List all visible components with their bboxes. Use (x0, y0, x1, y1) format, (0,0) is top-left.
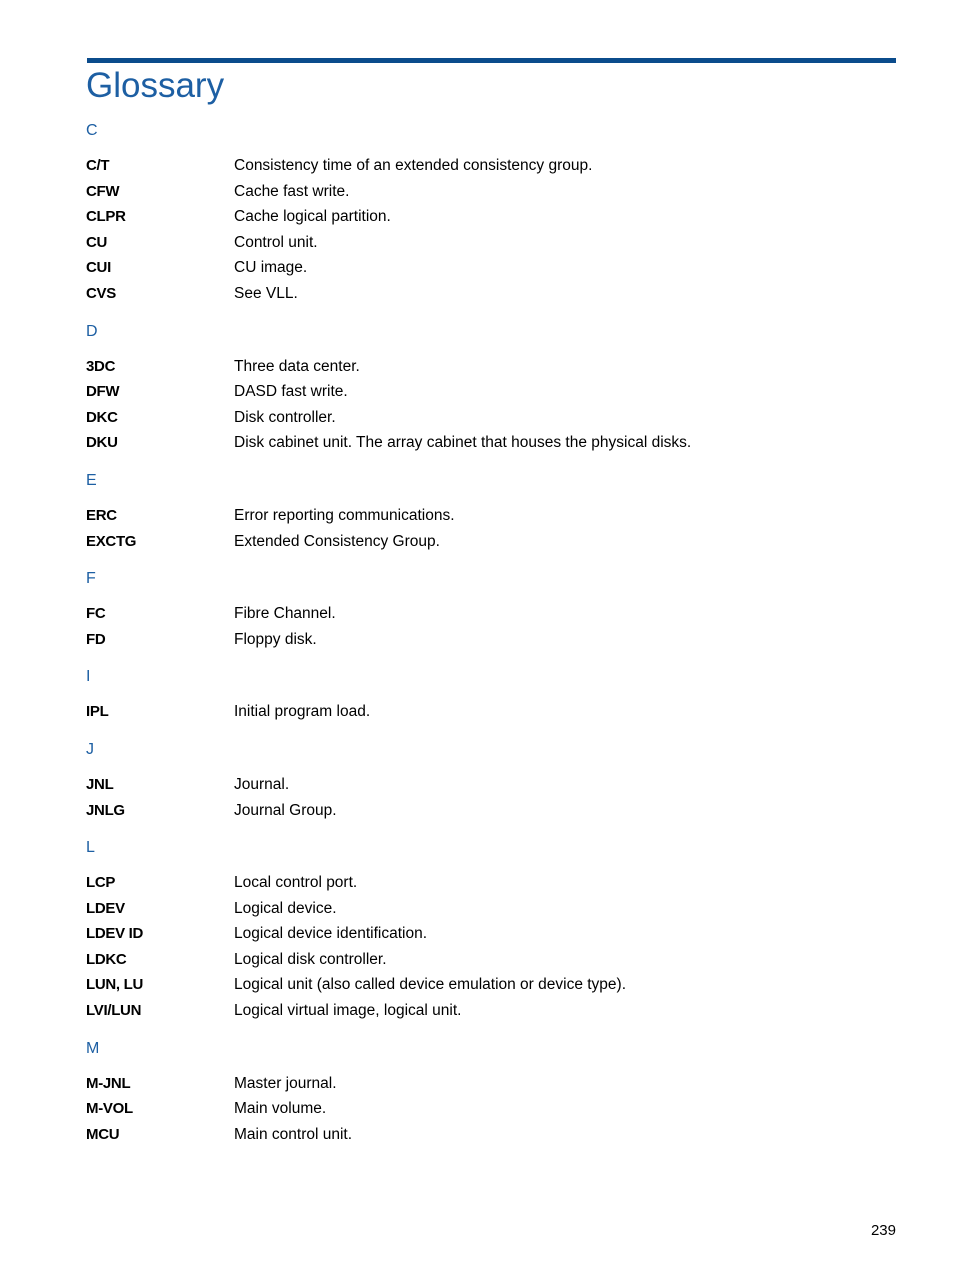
glossary-entry (86, 503, 896, 529)
glossary-term: ERC (86, 506, 117, 524)
glossary-entry (86, 601, 896, 627)
glossary-term: LDEV (86, 899, 125, 917)
glossary-definition: Disk controller. (234, 408, 336, 426)
glossary-term: CUI (86, 259, 111, 277)
glossary-entry (86, 153, 896, 179)
glossary-definition: DASD fast write. (234, 383, 348, 401)
glossary-entry (86, 529, 896, 555)
section-letter: E (86, 471, 97, 489)
glossary-definition: Cache logical partition. (234, 208, 391, 226)
glossary-entry (86, 921, 896, 947)
glossary-entry (86, 1096, 896, 1122)
glossary-term: CU (86, 233, 108, 251)
glossary-definition: Three data center. (234, 357, 360, 375)
glossary-entry (86, 627, 896, 653)
glossary-definition: Logical unit (also called device emulation or device type). (234, 976, 627, 994)
glossary-entry (86, 772, 896, 798)
glossary-definition: Logical device identification. (234, 925, 428, 943)
glossary-entry (86, 255, 896, 281)
glossary-entry (86, 379, 896, 405)
glossary-definition: See VLL. (234, 284, 298, 302)
glossary-term: LUN, LU (86, 976, 144, 994)
glossary-term: EXCTG (86, 532, 137, 550)
glossary-definition: Journal Group. (234, 801, 337, 819)
glossary-term: DKC (86, 408, 118, 426)
glossary-entry (86, 281, 896, 307)
glossary-term: IPL (86, 703, 109, 721)
glossary-section-c (86, 119, 896, 307)
glossary-term: LDKC (86, 950, 127, 968)
glossary-section-i (86, 665, 896, 725)
section-letter: D (86, 322, 98, 340)
glossary-entry (86, 405, 896, 431)
glossary-definition: Master journal. (234, 1074, 337, 1092)
glossary-definition: Control unit. (234, 233, 318, 251)
glossary-definition: Floppy disk. (234, 630, 317, 648)
glossary-term: 3DC (86, 357, 116, 375)
glossary-entry (86, 354, 896, 380)
glossary-definition: Main control unit. (234, 1125, 353, 1143)
glossary-section-f (86, 567, 896, 652)
glossary-definition: Logical device. (234, 899, 337, 917)
glossary-definition: Extended Consistency Group. (234, 532, 440, 550)
glossary-entry (86, 870, 896, 896)
glossary-definition: Fibre Channel. (234, 605, 336, 623)
section-letter: I (86, 668, 91, 686)
glossary-entry (86, 1122, 896, 1148)
glossary-term: LCP (86, 874, 116, 892)
section-letter: C (86, 122, 98, 139)
page-title: Glossary (86, 66, 225, 105)
glossary-section-d (86, 320, 896, 456)
glossary-entry (86, 947, 896, 973)
glossary-term: CFW (86, 182, 120, 200)
glossary-entry (86, 896, 896, 922)
glossary-entry (86, 972, 896, 998)
glossary-definition: Logical disk controller. (234, 950, 387, 968)
glossary-term: DFW (86, 383, 120, 401)
glossary-term: CVS (86, 284, 116, 302)
glossary-term: FD (86, 630, 106, 648)
glossary-term: M-VOL (86, 1100, 133, 1118)
glossary-term: C/T (86, 157, 110, 174)
glossary-section-e (86, 469, 896, 554)
section-letter: M (86, 1039, 100, 1057)
glossary-entry (86, 998, 896, 1024)
glossary-section-j (86, 738, 896, 823)
glossary-entry (86, 204, 896, 230)
glossary-entry (86, 699, 896, 725)
glossary-definition: Cache fast write. (234, 182, 350, 200)
glossary-term: CLPR (86, 208, 126, 226)
glossary-term: FC (86, 605, 106, 623)
glossary-definition: Main volume. (234, 1100, 327, 1118)
glossary-section-m (86, 1037, 896, 1148)
glossary-entry (86, 1071, 896, 1097)
glossary-definition: Error reporting communications. (234, 506, 455, 524)
glossary-definition: CU image. (234, 259, 308, 277)
section-letter: J (86, 740, 94, 758)
glossary-term: JNLG (86, 801, 125, 819)
glossary-definition: Journal. (234, 775, 290, 793)
glossary-definition: Disk cabinet unit. The array cabinet that houses the physical disks. (234, 434, 692, 452)
glossary-term: LVI/LUN (86, 1002, 142, 1020)
glossary-section-l (86, 836, 896, 1024)
section-letter: L (86, 839, 95, 857)
glossary-entry (86, 230, 896, 256)
glossary-entry (86, 179, 896, 205)
glossary-term: M-JNL (86, 1074, 131, 1092)
glossary-entry (86, 430, 896, 456)
glossary-term: MCU (86, 1125, 120, 1143)
glossary-definition: Local control port. (234, 874, 358, 892)
glossary-list (86, 119, 896, 1160)
glossary-definition: Initial program load. (234, 703, 371, 721)
section-letter: F (86, 570, 96, 588)
glossary-definition: Logical virtual image, logical unit. (234, 1002, 462, 1020)
glossary-term: JNL (86, 775, 114, 793)
glossary-definition: Consistency time of an extended consistency group. (234, 157, 593, 174)
glossary-entry (86, 798, 896, 824)
glossary-term: DKU (86, 434, 118, 452)
glossary-term: LDEV ID (86, 925, 144, 943)
page-number: 239 (870, 1222, 896, 1239)
